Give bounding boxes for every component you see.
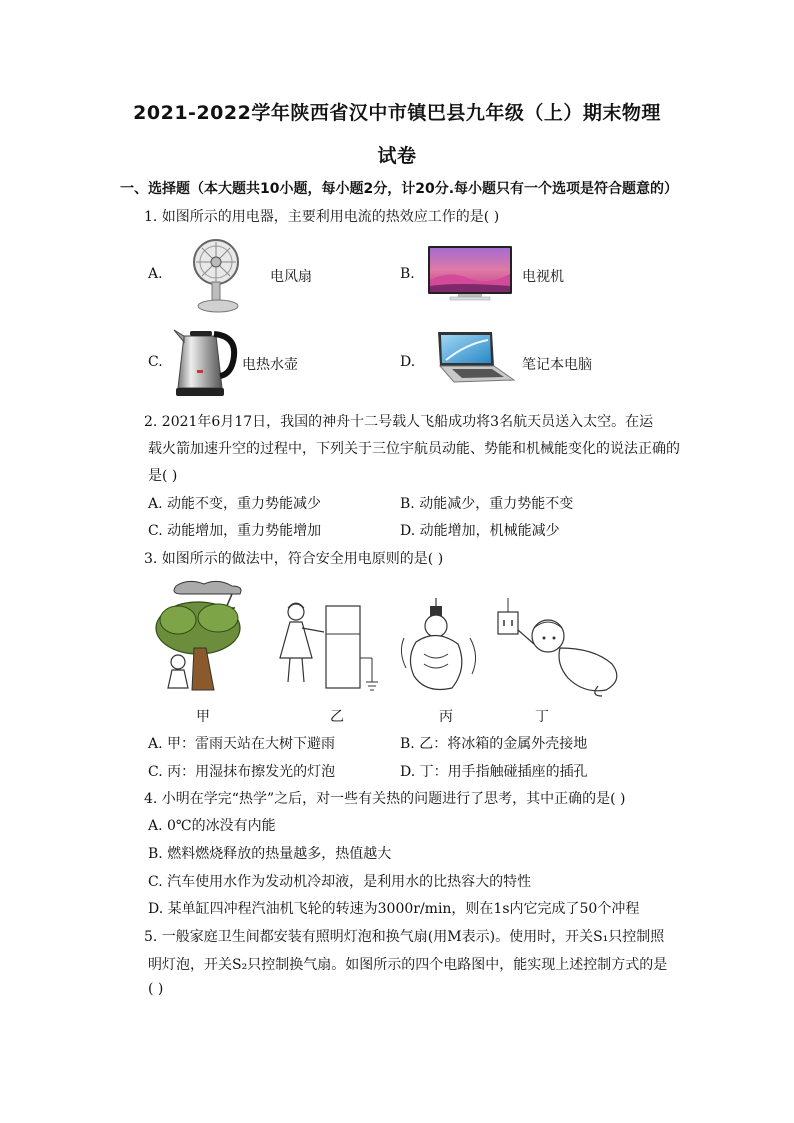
q3-option-c: C. 丙：用湿抹布擦发光的灯泡 (148, 764, 336, 780)
page-title-cont: 试卷 (377, 145, 417, 167)
q3-caption-jia: 甲 (196, 709, 210, 725)
q3-option-b: B. 乙：将冰箱的金属外壳接地 (400, 736, 588, 752)
q1-option-d-label: 笔记本电脑 (522, 357, 592, 373)
q2-option-d: D. 动能增加，机械能减少 (400, 523, 560, 539)
q1-option-b-label: 电视机 (522, 269, 564, 285)
q4-option-d: D. 某单缸四冲程汽油机飞轮的转速为3000r/min，则在1s内它完成了50个冲程 (148, 901, 640, 917)
wet-cloth-bulb-icon (396, 598, 492, 696)
laptop-icon (432, 330, 516, 386)
question-5-line2: 明灯泡，开关S₂只控制换气扇。如图所示的四个电路图中，能实现上述控制方式的是 (148, 957, 668, 973)
q2-option-c: C. 动能增加，重力势能增加 (148, 523, 322, 539)
page-title: 2021-2022学年陕西省汉中市镇巴县九年级（上）期末物理 (133, 102, 661, 124)
q1-option-c-letter: C. (148, 354, 163, 370)
q2-option-a: A. 动能不变，重力势能减少 (148, 496, 322, 512)
question-5-line1: 5. 一般家庭卫生间都安装有照明灯泡和换气扇(用M表示)。使用时，开关S₁只控制照 (144, 929, 665, 945)
q4-option-c: C. 汽车使用水作为发动机冷却液，是利用水的比热容大的特性 (148, 874, 532, 890)
q4-option-a: A. 0℃的冰没有内能 (148, 818, 276, 834)
question-4-stem: 4. 小明在学完“热学”之后，对一些有关热的问题进行了思考，其中正确的是( ) (144, 791, 626, 807)
television-icon (428, 246, 512, 302)
q1-option-a-label: 电风扇 (270, 269, 312, 285)
tree-lightning-icon (148, 578, 260, 696)
baby-socket-icon (494, 598, 634, 698)
q3-option-a: A. 甲：雷雨天站在大树下避雨 (148, 736, 336, 752)
electric-fan-icon (190, 238, 250, 316)
electric-kettle-icon (170, 326, 240, 400)
q1-option-d-letter: D. (400, 354, 416, 370)
q3-caption-bing: 丙 (439, 709, 453, 725)
q3-caption-yi: 乙 (330, 709, 344, 725)
q1-option-b-letter: B. (400, 266, 415, 282)
q1-option-a-letter: A. (148, 266, 163, 282)
q3-option-d: D. 丁：用手指触碰插座的插孔 (400, 764, 588, 780)
q1-option-c-label: 电热水壶 (242, 357, 298, 373)
question-2-line1: 2. 2021年6月17日，我国的神舟十二号载人飞船成功将3名航天员送入太空。在运 (144, 414, 654, 430)
q4-option-b: B. 燃料燃烧释放的热量越多，热值越大 (148, 846, 392, 862)
section-heading: 一、选择题（本大题共10小题，每小题2分，计20分.每小题只有一个选项是符合题意的） (120, 181, 679, 197)
question-2-line3: 是( ) (148, 468, 178, 484)
q3-caption-ding: 丁 (535, 709, 549, 725)
q2-option-b: B. 动能减少，重力势能不变 (400, 496, 574, 512)
question-5-line3: ( ) (148, 981, 164, 997)
question-1-stem: 1. 如图所示的用电器，主要利用电流的热效应工作的是( ) (144, 209, 500, 225)
question-3-stem: 3. 如图所示的做法中，符合安全用电原则的是( ) (144, 551, 444, 567)
question-2-line2: 载火箭加速升空的过程中，下列关于三位宇航员动能、势能和机械能变化的说法正确的 (148, 441, 680, 457)
fridge-grounding-icon (276, 598, 388, 698)
